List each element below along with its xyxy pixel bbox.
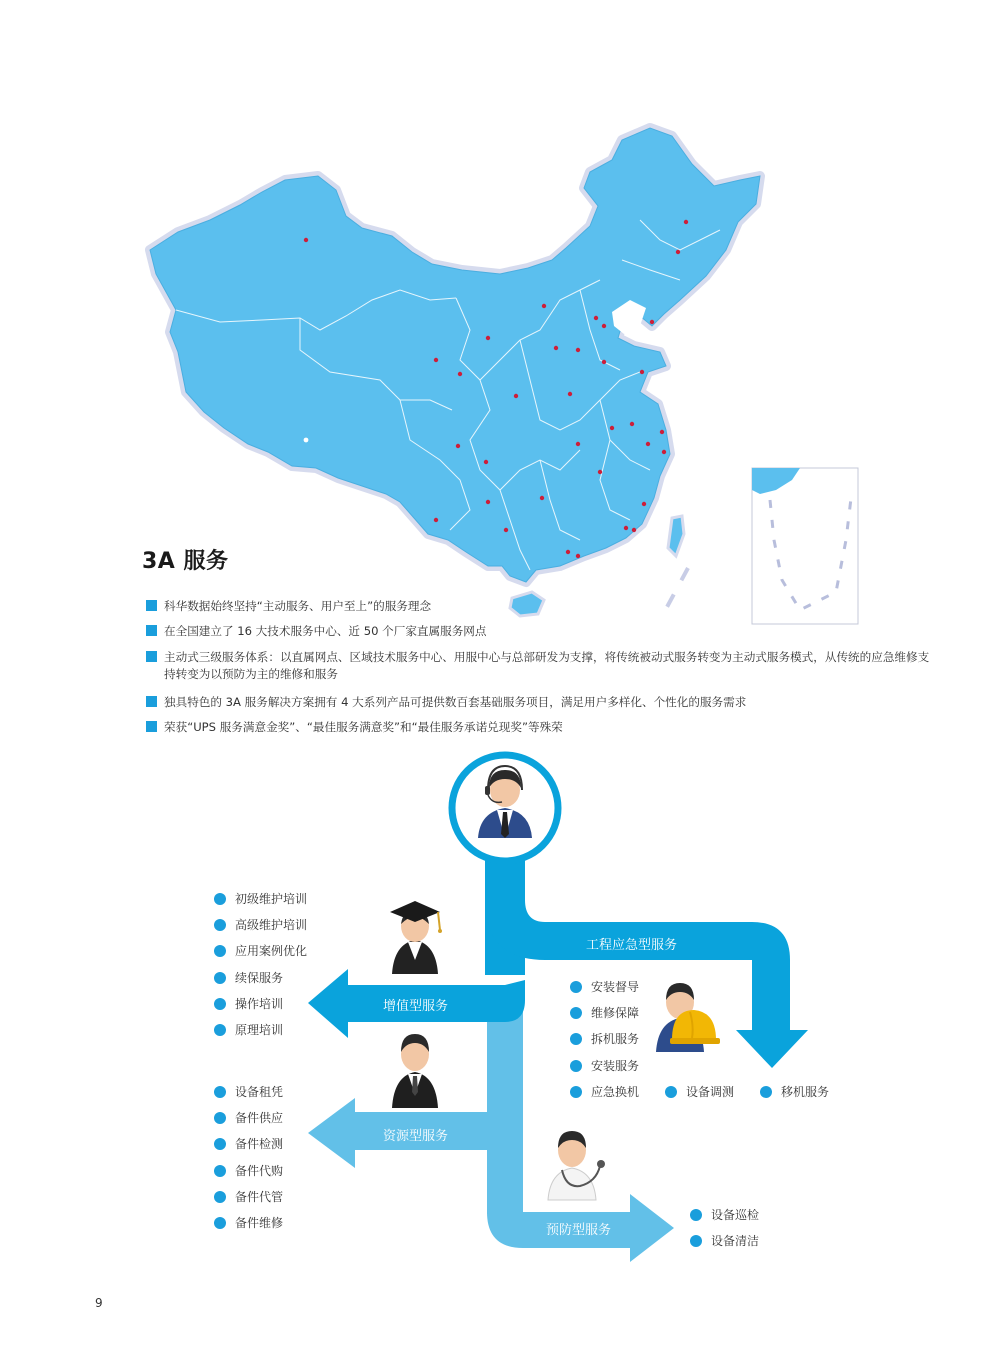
bullet-dot-icon — [214, 919, 226, 931]
bullet-dot-icon — [214, 1024, 226, 1036]
preventive-service-label: 预防型服务 — [546, 1223, 612, 1238]
bullet-dot-icon — [760, 1086, 772, 1098]
bullet-dot-icon — [214, 945, 226, 957]
bullet-text: 主动式三级服务体系：以直属网点、区域技术服务中心、用服中心与总部研发为支撑，将传统被动式服务转变为主动式服务模式，从传统的应急维修支持转变为以预防为主的维修和服务 — [164, 650, 930, 681]
bullet-text: 在全国建立了 16 大技术服务中心、近 50 个厂家直属服务网点 — [164, 624, 487, 638]
list-item: 设备租凭 — [214, 1084, 283, 1100]
bullet-dot-icon — [214, 1165, 226, 1177]
resource-service-label: 资源型服务 — [383, 1129, 449, 1144]
list-item: 备件代购 — [214, 1163, 283, 1179]
list-item: 应急换机 — [570, 1084, 639, 1100]
bullet-dot-icon — [665, 1086, 677, 1098]
bullet-dot-icon — [214, 1086, 226, 1098]
list-item: 维修保障 — [570, 1005, 639, 1021]
bullet-text: 荣获“UPS 服务满意金奖”、“最佳服务满意奖”和“最佳服务承诺兑现奖”等殊荣 — [164, 720, 563, 734]
bullet-dot-icon — [690, 1235, 702, 1247]
bullet-dot-icon — [570, 1033, 582, 1045]
list-item: 备件检测 — [214, 1136, 283, 1152]
list-item: 备件供应 — [214, 1110, 283, 1126]
graduate-icon — [390, 901, 442, 974]
bullet-dot-icon — [570, 981, 582, 993]
list-item: 续保服务 — [214, 970, 283, 986]
engineer-hardhat-icon — [656, 983, 720, 1052]
list-item: 原理培训 — [214, 1022, 283, 1038]
list-item: 安装服务 — [570, 1058, 639, 1074]
bullet-dot-icon — [690, 1209, 702, 1221]
flow-dark-branch — [308, 835, 808, 1068]
value-added-service-label: 增值型服务 — [383, 999, 449, 1014]
bullet-dot-icon — [570, 1060, 582, 1072]
list-item: 操作培训 — [214, 996, 283, 1012]
businessman-icon — [392, 1034, 438, 1108]
list-item: 设备巡检 — [690, 1207, 759, 1223]
list-item: 备件代管 — [214, 1189, 283, 1205]
list-item: 备件维修 — [214, 1215, 283, 1231]
bullet-text: 科华数据始终坚持“主动服务、用户至上”的服务理念 — [164, 599, 432, 613]
bullet-dot-icon — [214, 893, 226, 905]
list-item: 设备清洁 — [690, 1233, 759, 1249]
bullet-dot-icon — [214, 972, 226, 984]
bullet-dot-icon — [214, 1217, 226, 1229]
list-item: 安装督导 — [570, 979, 639, 995]
list-item: 设备调测 — [665, 1084, 734, 1100]
bullet-dot-icon — [214, 1112, 226, 1124]
doctor-icon — [548, 1131, 605, 1200]
page-number: 9 — [95, 1296, 103, 1310]
bullet-dot-icon — [214, 1191, 226, 1203]
list-item: 应用案例优化 — [214, 943, 307, 959]
section-title: 3A 服务 — [142, 549, 229, 574]
bullet-dot-icon — [214, 998, 226, 1010]
list-item: 高级维护培训 — [214, 917, 307, 933]
bullet-text: 独具特色的 3A 服务解决方案拥有 4 大系列产品可提供数百套基础服务项目，满足用户多样化、个性化的服务需求 — [164, 695, 747, 709]
list-item: 初级维护培训 — [214, 891, 307, 907]
bullet-dot-icon — [570, 1086, 582, 1098]
list-item: 移机服务 — [760, 1084, 829, 1100]
list-item: 拆机服务 — [570, 1031, 639, 1047]
engineering-emergency-service-label: 工程应急型服务 — [586, 938, 678, 953]
bullet-dot-icon — [570, 1007, 582, 1019]
bullet-dot-icon — [214, 1138, 226, 1150]
